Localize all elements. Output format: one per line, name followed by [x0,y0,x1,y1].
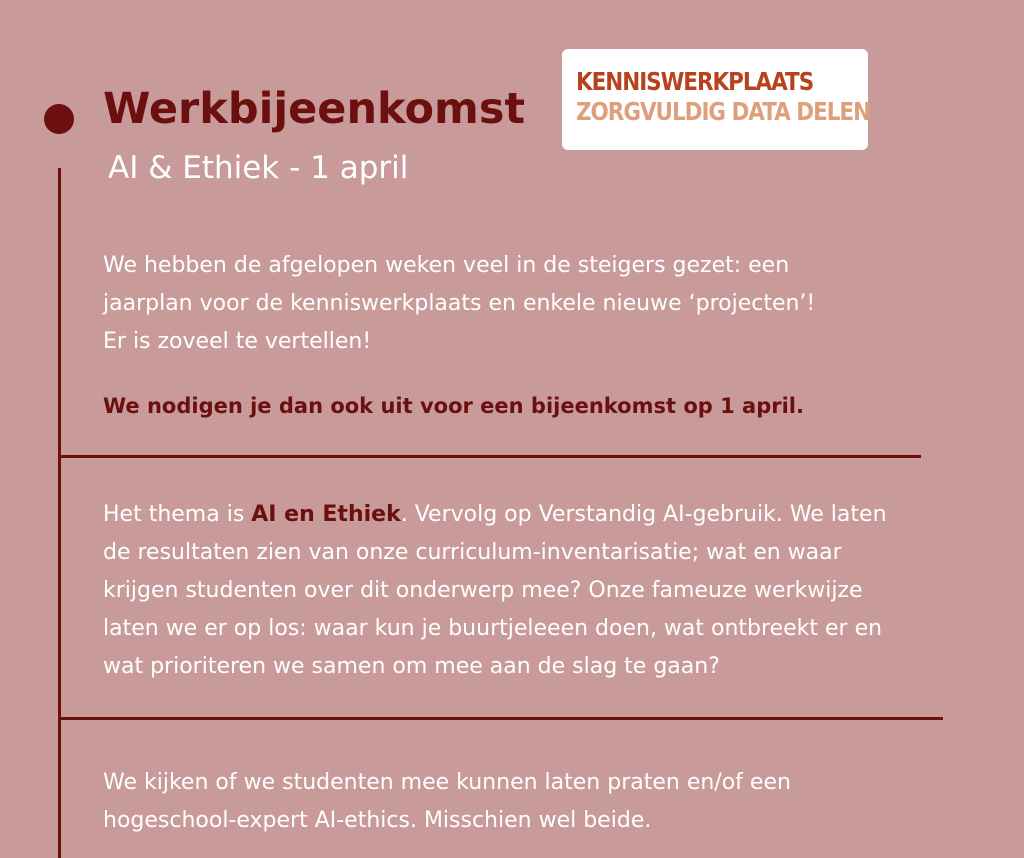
theme-prefix: Het thema is [103,502,252,527]
closing-paragraph [103,764,963,840]
timeline-line [58,168,61,858]
logo-line-secondary: ZORGVULDIG DATA DELEN [576,97,871,126]
theme-paragraph [103,496,963,686]
intro-line: jaarplan voor de kenniswerkplaats en enkele nieuwe ‘projecten’! [103,291,816,316]
closing-line: hogeschool-expert AI-ethics. Misschien wel beide. [103,808,652,833]
theme-highlight: AI en Ethiek [251,502,401,527]
page-subtitle: AI & Ethiek - 1 april [108,150,409,186]
intro-line: We hebben de afgelopen weken veel in de steigers gezet: een [103,253,790,278]
theme-line: de resultaten zien van onze curriculum-inventarisatie; wat en waar [103,540,842,565]
intro-line: Er is zoveel te vertellen! [103,329,372,354]
invitation-text: We nodigen je dan ook uit voor een bijeenkomst op 1 april. [103,394,804,418]
intro-paragraph [103,247,963,361]
theme-line: laten we er op los: waar kun je buurtjeleeen doen, wat ontbreekt er en [103,616,883,641]
page-title: Werkbijeenkomst [103,84,526,134]
theme-line-rest: . Vervolg op Verstandig AI-gebruik. We laten [400,502,887,527]
logo [562,49,871,150]
timeline-bullet-icon [44,104,74,134]
theme-line [103,496,963,534]
section-divider [60,717,943,720]
logo-line-primary: KENNISWERKPLAATS [576,67,814,96]
section-divider [60,455,921,458]
closing-line: We kijken of we studenten mee kunnen laten praten en/of een [103,770,791,795]
theme-line: wat prioriteren we samen om mee aan de slag te gaan? [103,654,720,679]
theme-line: krijgen studenten over dit onderwerp mee? Onze fameuze werkwijze [103,578,863,603]
